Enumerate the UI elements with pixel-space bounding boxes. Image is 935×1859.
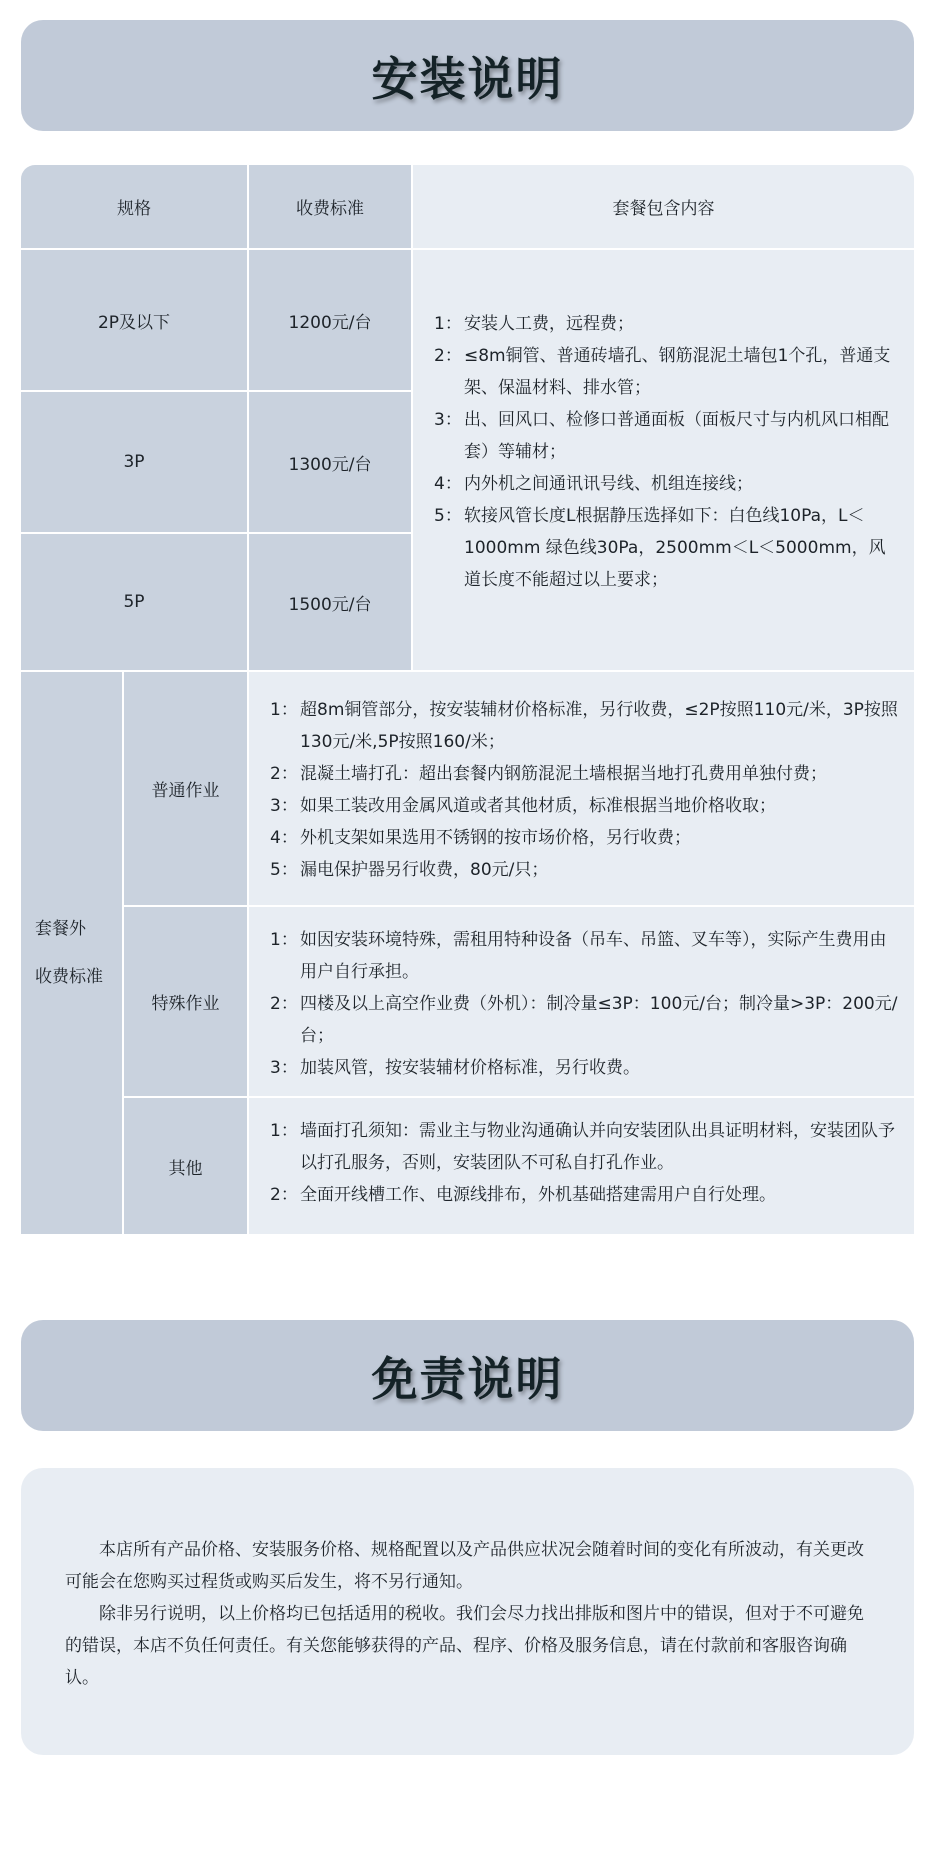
disclaimer-paragraph: 除非另行说明，以上价格均已包括适用的税收。我们会尽力找出排版和图片中的错误，但对于不可避免的错误，本店不负任何责任。有关您能够获得的产品、程序、价格及服务信息，请在付款前和客服咨询确认。 xyxy=(65,1604,864,1688)
disclaimer-paragraph: 本店所有产品价格、安装服务价格、规格配置以及产品供应状况会随着时间的变化有所波动，有关更改可能会在您购买过程货或购买后发生，将不另行通知。 xyxy=(65,1540,864,1592)
install-title: 安装说明 xyxy=(371,51,564,106)
disclaimer-box xyxy=(21,1468,914,1755)
list-item: 1： 安装人工费，远程费； xyxy=(434,314,634,334)
spec-cell: 5P xyxy=(21,534,247,670)
list-item: 1： 墙面打孔须知：需业主与物业沟通确认并向安装团队出具证明材料，安装团队予以打孔服务，否则，安装团队不可私自打孔作业。 xyxy=(270,1121,895,1173)
list-item: 1： 如因安装环境特殊，需租用特种设备（吊车、吊篮、叉车等），实际产生费用由用户自行承担。 xyxy=(270,930,887,982)
spec-cell: 3P xyxy=(21,392,247,532)
category-content xyxy=(249,1098,914,1234)
list-item: 4： 外机支架如果选用不锈钢的按市场价格，另行收费； xyxy=(270,828,691,848)
list-item: 5： 软接风管长度L根据静压选择如下：白色线10Pa，L＜1000mm 绿色线30Pa，2500mm＜L＜5000mm，风道长度不能超过以上要求； xyxy=(434,506,886,590)
category-label: 普通作业 xyxy=(124,672,247,905)
list-item: 2： 全面开线槽工作、电源线排布，外机基础搭建需用户自行处理。 xyxy=(270,1185,776,1205)
category-list xyxy=(270,694,900,886)
disclaimer-title-banner xyxy=(21,1320,914,1431)
list-item: 3： 加装风管，按安装辅材价格标准，另行收费。 xyxy=(270,1058,640,1078)
extra-charges-label xyxy=(21,672,122,1234)
fee-cell: 1200元/台 xyxy=(249,250,411,390)
list-item: 2： 四楼及以上高空作业费（外机）：制冷量≤3P：100元/台；制冷量>3P：200元/台； xyxy=(270,994,898,1046)
category-content xyxy=(249,907,914,1096)
category-list xyxy=(270,1115,900,1211)
list-item: 5： 漏电保护器另行收费，80元/只； xyxy=(270,860,549,880)
package-list xyxy=(434,308,900,596)
list-item: 1： 超8m铜管部分，按安装辅材价格标准，另行收费，≤2P按照110元/米，3P按照130元/米,5P按照160/米； xyxy=(270,700,898,752)
fee-cell: 1300元/台 xyxy=(249,392,411,532)
list-item: 2： 混凝土墙打孔：超出套餐内钢筋混泥土墙根据当地打孔费用单独付费； xyxy=(270,764,827,784)
spec-cell: 2P及以下 xyxy=(21,250,247,390)
extra-label-line: 套餐外 xyxy=(35,919,86,939)
header-fee: 收费标准 xyxy=(249,165,411,248)
disclaimer-title: 免责说明 xyxy=(371,1351,564,1406)
list-item: 3： 如果工装改用金属风道或者其他材质，标准根据当地价格收取； xyxy=(270,796,776,816)
category-label: 特殊作业 xyxy=(124,907,247,1096)
list-item: 4： 内外机之间通讯讯号线、机组连接线； xyxy=(434,474,753,494)
list-item: 3： 出、回风口、检修口普通面板（面板尺寸与内机风口相配套）等辅材； xyxy=(434,410,889,462)
list-item: 2： ≤8m铜管、普通砖墙孔、钢筋混泥土墙包1个孔，普通支架、保温材料、排水管； xyxy=(434,346,891,398)
category-content xyxy=(249,672,914,905)
package-content-cell xyxy=(413,250,914,670)
install-title-banner xyxy=(21,20,914,131)
header-package: 套餐包含内容 xyxy=(413,165,914,248)
fee-cell: 1500元/台 xyxy=(249,534,411,670)
extra-label-line: 收费标准 xyxy=(35,967,103,987)
header-spec: 规格 xyxy=(21,165,247,248)
category-list xyxy=(270,924,900,1084)
category-label: 其他 xyxy=(124,1098,247,1234)
